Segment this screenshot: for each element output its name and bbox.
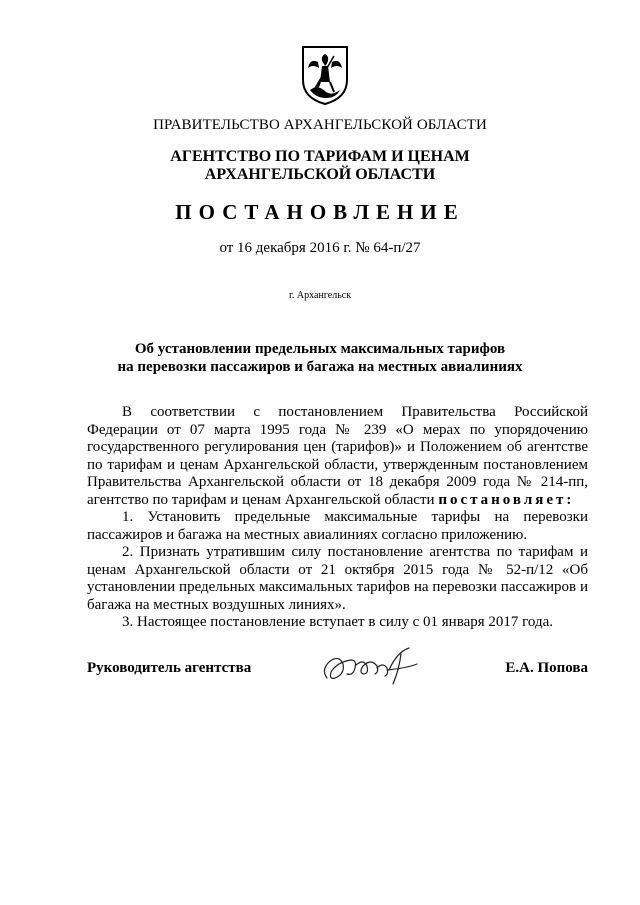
arkhangelsk-coat-of-arms-icon: [300, 44, 350, 106]
item-3: 3. Настоящее постановление вступает в силу с 01 января 2017 года.: [122, 614, 554, 630]
agency-name-line2: АРХАНГЕЛЬСКОЙ ОБЛАСТИ: [204, 166, 436, 183]
signatory-position: Руководитель агентства: [87, 660, 252, 676]
agency-name-line1: АГЕНТСТВО ПО ТАРИФАМ И ЦЕНАМ: [170, 148, 470, 165]
resolves-word: постановляет:: [438, 491, 575, 508]
date-number: от 16 декабря 2016 г. № 64-п/27: [219, 240, 421, 256]
item-1: 1. Установить предельные максимальные тарифы на перевозки пассажиров и багажа на местных авиалиниях согласно приложению.: [87, 509, 588, 543]
preamble-text: В соответствии с постановлением Правительства Российской Федерации от 07 марта 1995 года № 239 «О мерах по упорядочению государственного регулирования цен (тарифов)» и Положением об агентстве по тарифам и ценам Архангельской области, утвержденным постановлением Правительства Архангельской области от 18 декабря 2009 года № 214-пп, агентство по тарифам и ценам Архангельской области: [87, 404, 588, 508]
document-subject: [0, 340, 640, 376]
preamble-paragraph: [87, 404, 588, 509]
government-name: ПРАВИТЕЛЬСТВО АРХАНГЕЛЬСКОЙ ОБЛАСТИ: [153, 117, 487, 133]
subject-line2: на перевозки пассажиров и багажа на местных авиалиниях: [117, 359, 523, 375]
item-2: 2. Признать утратившим силу постановление агентства по тарифам и ценам Архангельской области от 21 октября 2015 года № 52-п/12 «Об установлении предельных максимальных тарифов на перевозки пассажиров и багажа на местных воздушных линиях».: [87, 544, 588, 613]
document-type: ПОСТАНОВЛЕНИЕ: [175, 200, 465, 224]
document-body: [87, 404, 588, 632]
subject-line1: Об установлении предельных максимальных тарифов: [134, 341, 506, 357]
handwritten-signature: [317, 640, 427, 690]
signatory-name: Е.А. Попова: [505, 660, 588, 676]
agency-name: [0, 148, 640, 184]
city: г. Архангельск: [288, 290, 352, 301]
